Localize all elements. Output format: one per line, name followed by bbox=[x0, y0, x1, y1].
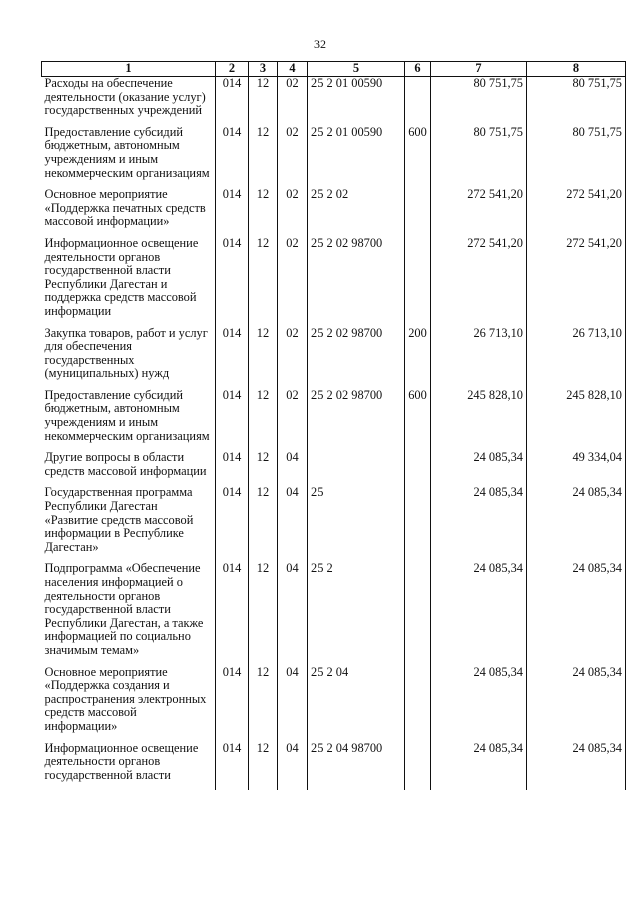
table-row bbox=[42, 237, 626, 319]
code-section: 12 bbox=[249, 742, 278, 783]
code-section: 12 bbox=[249, 486, 278, 554]
table-row bbox=[42, 327, 626, 381]
amount-col8: 272 541,20 bbox=[527, 188, 626, 229]
spacer-cell bbox=[216, 782, 249, 790]
code-target-article: 25 2 02 98700 bbox=[308, 389, 405, 443]
code-section: 12 bbox=[249, 389, 278, 443]
column-header: 3 bbox=[249, 62, 278, 77]
row-name: Расходы на обеспечение деятельности (оказание услуг) государственных учреждений bbox=[42, 77, 216, 118]
code-expense-type bbox=[405, 562, 431, 657]
spacer-cell bbox=[42, 782, 216, 790]
code-expense-type bbox=[405, 188, 431, 229]
code-ministry: 014 bbox=[216, 562, 249, 657]
amount-col7: 24 085,34 bbox=[431, 562, 527, 657]
amount-col7: 272 541,20 bbox=[431, 188, 527, 229]
row-name: Закупка товаров, работ и услуг для обеспечения государственных (муниципальных) нужд bbox=[42, 327, 216, 381]
code-target-article: 25 2 bbox=[308, 562, 405, 657]
code-subsection: 04 bbox=[278, 742, 308, 783]
amount-col8: 26 713,10 bbox=[527, 327, 626, 381]
amount-col8: 80 751,75 bbox=[527, 77, 626, 118]
spacer-cell bbox=[431, 782, 527, 790]
spacer-cell bbox=[405, 229, 431, 237]
code-section: 12 bbox=[249, 237, 278, 319]
spacer-cell bbox=[405, 658, 431, 666]
code-section: 12 bbox=[249, 77, 278, 118]
code-section: 12 bbox=[249, 327, 278, 381]
amount-col7: 80 751,75 bbox=[431, 77, 527, 118]
table-row bbox=[42, 451, 626, 478]
code-ministry: 014 bbox=[216, 188, 249, 229]
table-row bbox=[42, 666, 626, 734]
amount-col7: 24 085,34 bbox=[431, 742, 527, 783]
spacer-cell bbox=[278, 782, 308, 790]
table-row bbox=[42, 77, 626, 118]
column-header: 6 bbox=[405, 62, 431, 77]
code-target-article: 25 2 02 98700 bbox=[308, 327, 405, 381]
code-ministry: 014 bbox=[216, 451, 249, 478]
table-row bbox=[42, 389, 626, 443]
code-section: 12 bbox=[249, 562, 278, 657]
code-expense-type bbox=[405, 77, 431, 118]
code-subsection: 02 bbox=[278, 327, 308, 381]
code-expense-type bbox=[405, 237, 431, 319]
code-ministry: 014 bbox=[216, 389, 249, 443]
row-name: Основное мероприятие «Поддержка создания и распространения электронных средств массовой информации» bbox=[42, 666, 216, 734]
amount-col7: 245 828,10 bbox=[431, 389, 527, 443]
column-header: 2 bbox=[216, 62, 249, 77]
code-target-article: 25 2 01 00590 bbox=[308, 126, 405, 180]
code-target-article: 25 2 02 bbox=[308, 188, 405, 229]
spacer-cell bbox=[405, 478, 431, 486]
code-target-article: 25 2 04 bbox=[308, 666, 405, 734]
code-ministry: 014 bbox=[216, 126, 249, 180]
code-section: 12 bbox=[249, 451, 278, 478]
code-subsection: 02 bbox=[278, 77, 308, 118]
amount-col7: 272 541,20 bbox=[431, 237, 527, 319]
code-expense-type bbox=[405, 486, 431, 554]
amount-col8: 245 828,10 bbox=[527, 389, 626, 443]
code-subsection: 04 bbox=[278, 486, 308, 554]
table-row bbox=[42, 562, 626, 657]
table-row bbox=[42, 742, 626, 783]
row-spacer bbox=[42, 782, 626, 790]
amount-col8: 272 541,20 bbox=[527, 237, 626, 319]
code-target-article bbox=[308, 451, 405, 478]
amount-col8: 49 334,04 bbox=[527, 451, 626, 478]
amount-col8: 24 085,34 bbox=[527, 486, 626, 554]
code-subsection: 02 bbox=[278, 389, 308, 443]
amount-col8: 24 085,34 bbox=[527, 666, 626, 734]
code-subsection: 04 bbox=[278, 451, 308, 478]
code-section: 12 bbox=[249, 188, 278, 229]
code-expense-type bbox=[405, 451, 431, 478]
code-expense-type: 600 bbox=[405, 389, 431, 443]
spacer-cell bbox=[308, 782, 405, 790]
code-expense-type: 600 bbox=[405, 126, 431, 180]
row-name: Государственная программа Республики Дагестан «Развитие средств массовой информации в Республике Дагестан» bbox=[42, 486, 216, 554]
table-row bbox=[42, 188, 626, 229]
column-header: 1 bbox=[42, 62, 216, 77]
code-ministry: 014 bbox=[216, 742, 249, 783]
spacer-cell bbox=[405, 554, 431, 562]
amount-col8: 24 085,34 bbox=[527, 742, 626, 783]
code-subsection: 02 bbox=[278, 188, 308, 229]
row-name: Подпрограмма «Обеспечение населения информацией о деятельности органов государственной власти Республики Дагестан, а также информацией по социально значимым темам» bbox=[42, 562, 216, 657]
row-name: Предоставление субсидий бюджетным, автономным учреждениям и иным некоммерческим организациям bbox=[42, 126, 216, 180]
amount-col7: 24 085,34 bbox=[431, 666, 527, 734]
code-subsection: 04 bbox=[278, 666, 308, 734]
amount-col7: 24 085,34 bbox=[431, 486, 527, 554]
row-name: Предоставление субсидий бюджетным, автономным учреждениям и иным некоммерческим организациям bbox=[42, 389, 216, 443]
code-target-article: 25 2 02 98700 bbox=[308, 237, 405, 319]
code-subsection: 02 bbox=[278, 126, 308, 180]
amount-col7: 80 751,75 bbox=[431, 126, 527, 180]
spacer-cell bbox=[405, 782, 431, 790]
page-number: 32 bbox=[314, 37, 326, 51]
code-target-article: 25 2 04 98700 bbox=[308, 742, 405, 783]
code-ministry: 014 bbox=[216, 327, 249, 381]
spacer-cell bbox=[405, 443, 431, 451]
code-ministry: 014 bbox=[216, 666, 249, 734]
code-expense-type bbox=[405, 666, 431, 734]
table-row bbox=[42, 486, 626, 554]
code-expense-type bbox=[405, 742, 431, 783]
spacer-cell bbox=[249, 782, 278, 790]
code-ministry: 014 bbox=[216, 77, 249, 118]
budget-table bbox=[41, 61, 626, 790]
spacer-cell bbox=[527, 782, 626, 790]
column-header: 7 bbox=[431, 62, 527, 77]
code-ministry: 014 bbox=[216, 486, 249, 554]
amount-col7: 24 085,34 bbox=[431, 451, 527, 478]
spacer-cell bbox=[405, 180, 431, 188]
amount-col8: 80 751,75 bbox=[527, 126, 626, 180]
code-subsection: 04 bbox=[278, 562, 308, 657]
code-expense-type: 200 bbox=[405, 327, 431, 381]
code-target-article: 25 2 01 00590 bbox=[308, 77, 405, 118]
code-ministry: 014 bbox=[216, 237, 249, 319]
column-header: 5 bbox=[308, 62, 405, 77]
spacer-cell bbox=[405, 734, 431, 742]
row-name: Другие вопросы в области средств массовой информации bbox=[42, 451, 216, 478]
column-header: 8 bbox=[527, 62, 626, 77]
amount-col8: 24 085,34 bbox=[527, 562, 626, 657]
table-header-row bbox=[42, 62, 626, 77]
code-target-article: 25 bbox=[308, 486, 405, 554]
row-name: Информационное освещение деятельности органов государственной власти bbox=[42, 742, 216, 783]
table-row bbox=[42, 126, 626, 180]
code-subsection: 02 bbox=[278, 237, 308, 319]
amount-col7: 26 713,10 bbox=[431, 327, 527, 381]
column-header: 4 bbox=[278, 62, 308, 77]
spacer-cell bbox=[308, 443, 405, 451]
row-name: Информационное освещение деятельности органов государственной власти Республики Дагестан и поддержка средств массовой информации bbox=[42, 237, 216, 319]
code-section: 12 bbox=[249, 666, 278, 734]
row-name: Основное мероприятие «Поддержка печатных средств массовой информации» bbox=[42, 188, 216, 229]
code-section: 12 bbox=[249, 126, 278, 180]
